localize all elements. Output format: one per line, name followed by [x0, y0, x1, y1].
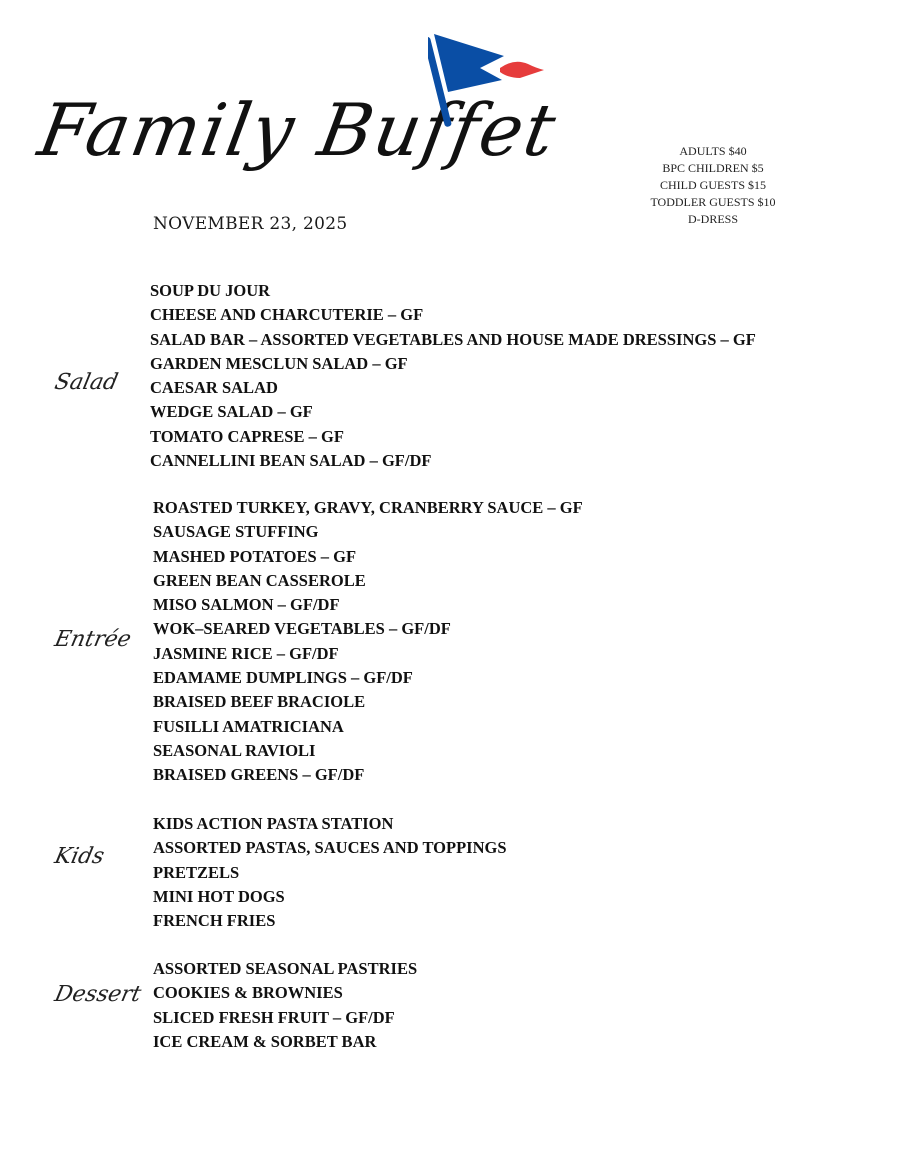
list-item: MASHED POTATOES – GF: [153, 546, 357, 566]
list-item: ROASTED TURKEY, GRAVY, CRANBERRY SAUCE – GF: [153, 498, 583, 517]
list-item: WEDGE SALAD – GF: [150, 402, 313, 422]
price-child-guests: CHILD GUESTS $15: [659, 178, 766, 192]
list-item: MISO SALMON – GF/DF: [153, 595, 340, 615]
salad-items: [150, 279, 756, 473]
list-item: ASSORTED PASTAS, SAUCES AND TOPPINGS: [153, 838, 507, 858]
entree-items: [153, 496, 583, 788]
list-item: WOK–SEARED VEGETABLES – GF/DF: [153, 619, 451, 639]
dress-code: D-DRESS: [687, 212, 738, 226]
section-label-salad: Salad: [52, 370, 121, 395]
list-item: BRAISED BEEF BRACIOLE: [153, 692, 366, 712]
list-item: SEASONAL RAVIOLI: [153, 740, 316, 760]
list-item: SALAD BAR – ASSORTED VEGETABLES AND HOUSE MADE DRESSINGS – GF: [150, 329, 756, 349]
list-item: GARDEN MESCLUN SALAD – GF: [150, 353, 408, 373]
pricing-block: [630, 143, 796, 228]
list-item: EDAMAME DUMPLINGS – GF/DF: [153, 668, 413, 688]
burgee-flag-icon: [428, 26, 550, 128]
list-item: SAUSAGE STUFFING: [153, 522, 319, 542]
list-item: TOMATO CAPRESE – GF: [150, 426, 344, 446]
event-date: NOVEMBER 23, 2025: [153, 214, 348, 234]
list-item: BRAISED GREENS – GF/DF: [153, 765, 365, 785]
list-item: SOUP DU JOUR: [150, 281, 271, 300]
list-item: COOKIES & BROWNIES: [153, 983, 343, 1003]
list-item: CAESAR SALAD: [150, 378, 278, 398]
price-adults: ADULTS $40: [679, 144, 747, 158]
list-item: CANNELLINI BEAN SALAD – GF/DF: [150, 451, 432, 471]
price-bpc-children: BPC CHILDREN $5: [662, 161, 764, 175]
list-item: GREEN BEAN CASSEROLE: [153, 570, 366, 590]
list-item: FUSILLI AMATRICIANA: [153, 716, 344, 736]
page-title: Family Buffet: [32, 88, 564, 172]
dessert-items: [153, 957, 417, 1054]
list-item: KIDS ACTION PASTA STATION: [153, 814, 394, 833]
price-toddler-guests: TODDLER GUESTS $10: [650, 195, 776, 209]
section-label-entree: Entrée: [52, 627, 134, 652]
list-item: CHEESE AND CHARCUTERIE – GF: [150, 305, 424, 325]
section-label-dessert: Dessert: [52, 982, 144, 1007]
kids-items: [153, 812, 507, 933]
list-item: PRETZELS: [153, 862, 240, 882]
list-item: MINI HOT DOGS: [153, 886, 285, 906]
list-item: ASSORTED SEASONAL PASTRIES: [153, 959, 418, 978]
list-item: JASMINE RICE – GF/DF: [153, 643, 339, 663]
list-item: FRENCH FRIES: [153, 911, 276, 931]
list-item: ICE CREAM & SORBET BAR: [153, 1031, 377, 1051]
list-item: SLICED FRESH FRUIT – GF/DF: [153, 1007, 395, 1027]
section-label-kids: Kids: [52, 844, 107, 869]
